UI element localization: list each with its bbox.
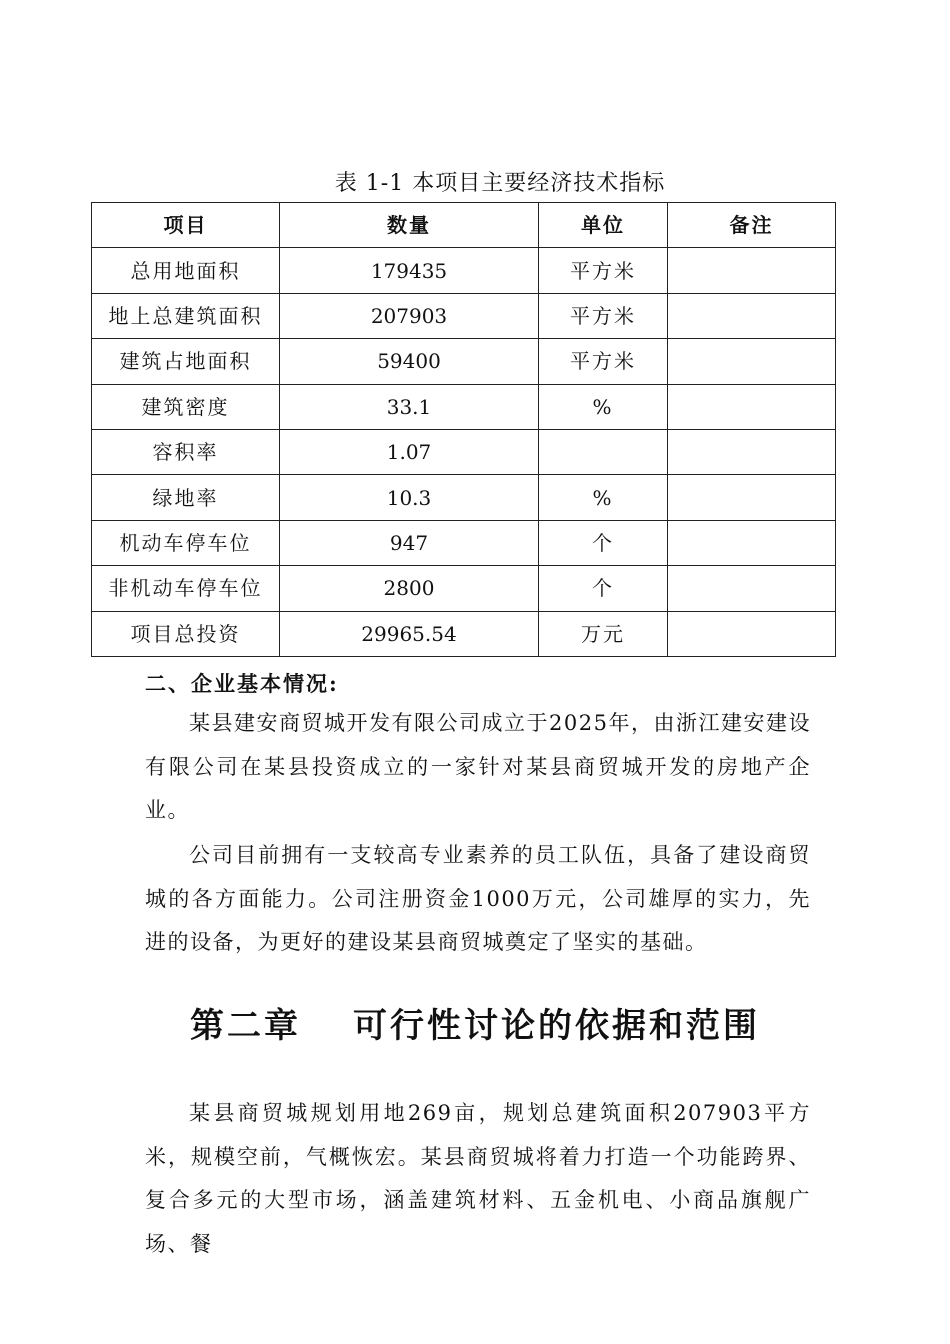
cell-unit: 平方米 (539, 293, 668, 338)
cell-item: 建筑占地面积 (92, 339, 280, 384)
cell-quantity: 2800 (280, 566, 539, 611)
cell-note (668, 339, 836, 384)
cell-note (668, 293, 836, 338)
cell-note (668, 611, 836, 656)
table-row (92, 248, 836, 293)
cell-unit (539, 429, 668, 474)
cell-note (668, 248, 836, 293)
column-header-item: 项目 (92, 203, 280, 248)
cell-note (668, 429, 836, 474)
cell-quantity: 207903 (280, 293, 539, 338)
cell-item: 绿地率 (92, 475, 280, 520)
table-row (92, 339, 836, 384)
cell-item: 建筑密度 (92, 384, 280, 429)
table-row (92, 520, 836, 565)
cell-unit: 个 (539, 566, 668, 611)
cell-unit: 平方米 (539, 339, 668, 384)
cell-unit: % (539, 475, 668, 520)
company-paragraph-1: 某县建安商贸城开发有限公司成立于2025年，由浙江建安建设有限公司在某县投资成立的一家针对某县商贸城开发的房地产企业。 (145, 711, 811, 822)
cell-quantity: 947 (280, 520, 539, 565)
chapter-heading (0, 998, 950, 1054)
cell-unit: % (539, 384, 668, 429)
table-row (92, 475, 836, 520)
cell-unit: 个 (539, 520, 668, 565)
cell-note (668, 384, 836, 429)
chapter-paragraph: 某县商贸城规划用地269亩，规划总建筑面积207903平方米，规模空前，气概恢宏。某县商贸城将着力打造一个功能跨界、复合多元的大型市场，涵盖建筑材料、五金机电、小商品旗舰广场、餐 (145, 1101, 811, 1256)
cell-quantity: 10.3 (280, 475, 539, 520)
cell-item: 地上总建筑面积 (92, 293, 280, 338)
chapter-number: 第二章 (190, 1006, 301, 1046)
table-row (92, 429, 836, 474)
table-caption: 表 1-1 本项目主要经济技术指标 (334, 171, 666, 196)
cell-item: 总用地面积 (92, 248, 280, 293)
cell-quantity: 33.1 (280, 384, 539, 429)
cell-quantity: 179435 (280, 248, 539, 293)
table-row (92, 611, 836, 656)
company-paragraph-2: 公司目前拥有一支较高专业素养的员工队伍，具备了建设商贸城的各方面能力。公司注册资金1000万元，公司雄厚的实力，先进的设备，为更好的建设某县商贸城奠定了坚实的基础。 (145, 843, 811, 954)
cell-item: 容积率 (92, 429, 280, 474)
table-row (92, 293, 836, 338)
column-header-note: 备注 (668, 203, 836, 248)
cell-unit: 万元 (539, 611, 668, 656)
table-header-row (92, 203, 836, 248)
column-header-quantity: 数量 (280, 203, 539, 248)
chapter-title: 可行性讨论的依据和范围 (353, 1006, 760, 1046)
section-heading: 二、企业基本情况: (145, 671, 339, 696)
cell-note (668, 520, 836, 565)
table-row (92, 384, 836, 429)
economic-indicators-table (91, 202, 836, 657)
cell-item: 非机动车停车位 (92, 566, 280, 611)
cell-item: 机动车停车位 (92, 520, 280, 565)
table-row (92, 566, 836, 611)
cell-quantity: 59400 (280, 339, 539, 384)
cell-note (668, 475, 836, 520)
cell-quantity: 29965.54 (280, 611, 539, 656)
cell-unit: 平方米 (539, 248, 668, 293)
cell-item: 项目总投资 (92, 611, 280, 656)
column-header-unit: 单位 (539, 203, 668, 248)
cell-quantity: 1.07 (280, 429, 539, 474)
cell-note (668, 566, 836, 611)
